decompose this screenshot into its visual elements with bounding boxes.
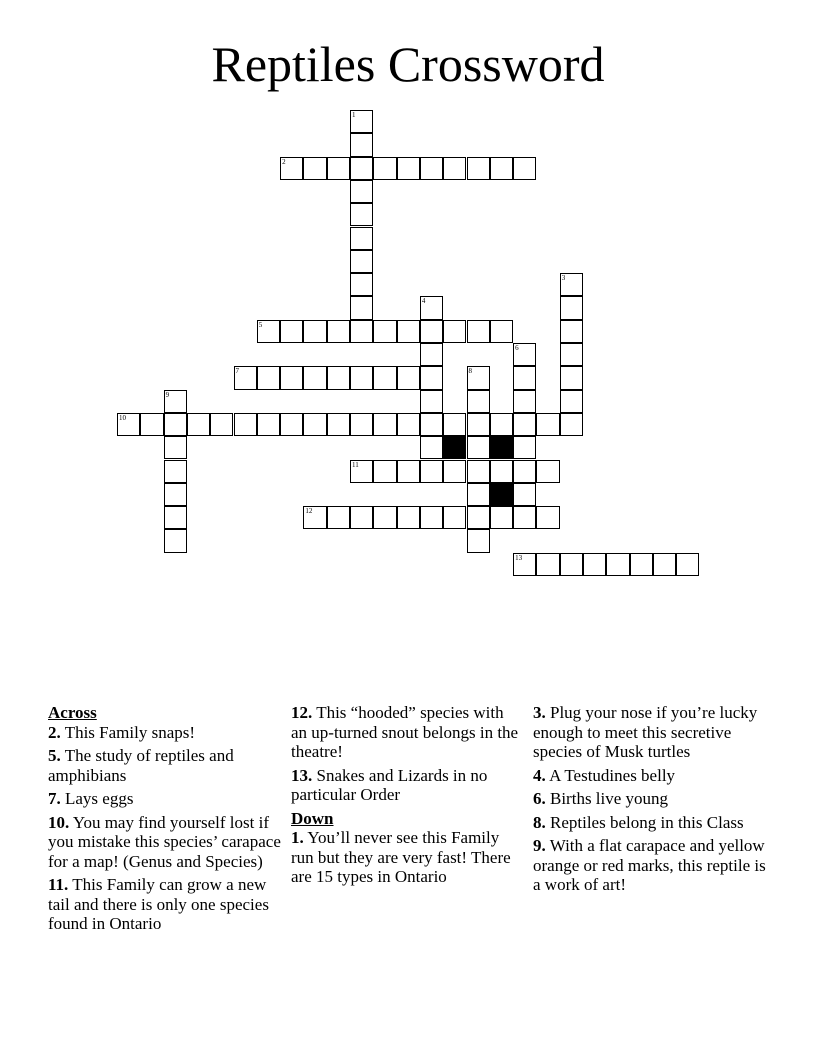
crossword-cell[interactable]	[467, 320, 490, 343]
crossword-cell[interactable]	[560, 343, 583, 366]
crossword-cell[interactable]	[513, 436, 536, 459]
clue-text: This “hooded” species with an up-turned snout belongs in the theatre!	[291, 703, 519, 761]
crossword-cell[interactable]	[350, 366, 373, 389]
clue-text: The study of reptiles and amphibians	[48, 746, 234, 785]
crossword-cell[interactable]	[467, 413, 490, 436]
crossword-cell[interactable]	[560, 390, 583, 413]
crossword-cell[interactable]	[350, 203, 373, 226]
crossword-cell[interactable]	[676, 553, 699, 576]
crossword-cell[interactable]	[303, 506, 326, 529]
clue-text: With a flat carapace and yellow orange or red marks, this reptile is a work of art!	[533, 836, 766, 894]
crossword-black-cell	[490, 483, 513, 506]
crossword-cell[interactable]	[164, 506, 187, 529]
crossword-cell[interactable]	[490, 320, 513, 343]
clue-number-label: 10	[119, 413, 126, 422]
clue-number-label: 2	[282, 157, 286, 166]
down-heading: Down	[291, 808, 334, 828]
crossword-cell[interactable]	[467, 483, 490, 506]
clue-number-label: 7	[235, 367, 239, 376]
clue-number-label: 13	[515, 553, 523, 562]
crossword-cell[interactable]	[280, 366, 303, 389]
clue-number: 2.	[48, 722, 61, 742]
crossword-cell[interactable]	[653, 553, 676, 576]
clue-number-label: 3	[561, 274, 566, 283]
crossword-cell[interactable]	[350, 296, 373, 319]
clue-down-3	[533, 703, 768, 762]
clue-number: 5.	[48, 746, 61, 765]
crossword-cell[interactable]	[420, 506, 443, 529]
clues-column-3	[533, 703, 768, 899]
crossword-cell[interactable]	[513, 483, 536, 506]
crossword-cell[interactable]	[513, 366, 536, 389]
crossword-cell[interactable]	[513, 157, 536, 180]
crossword-cell[interactable]	[164, 460, 187, 483]
crossword-cell[interactable]	[467, 390, 490, 413]
crossword-cell[interactable]	[350, 180, 373, 203]
crossword-cell[interactable]	[536, 413, 559, 436]
clue-number: 10.	[48, 812, 70, 832]
clue-text: Snakes and Lizards in no particular Order	[291, 765, 488, 804]
clue-down-1	[291, 828, 523, 887]
clue-text: You may find yourself lost if you mistake this species’ carapace for a map! (Genus and Species)	[48, 812, 281, 871]
clue-down-6	[533, 789, 768, 809]
clue-number-label: 9	[165, 390, 170, 399]
crossword-cell[interactable]	[350, 460, 373, 483]
crossword-cell[interactable]	[397, 366, 420, 389]
crossword-cell[interactable]	[234, 413, 257, 436]
clue-across-5	[48, 746, 284, 785]
clue-down-9	[533, 836, 768, 895]
crossword-cell[interactable]	[443, 320, 466, 343]
clue-across-7	[48, 789, 284, 809]
crossword-cell[interactable]	[373, 366, 396, 389]
crossword-cell[interactable]	[513, 343, 536, 366]
crossword-cell[interactable]	[536, 506, 559, 529]
crossword-cell[interactable]	[164, 529, 187, 552]
clue-text: Births live young	[550, 789, 669, 808]
clue-number: 4.	[533, 765, 546, 785]
crossword-black-cell	[443, 436, 466, 459]
crossword-cell[interactable]	[350, 413, 373, 436]
crossword-cell[interactable]	[420, 436, 443, 459]
crossword-cell[interactable]	[420, 390, 443, 413]
clue-number: 13.	[291, 765, 313, 785]
crossword-cell[interactable]	[257, 320, 280, 343]
crossword-cell[interactable]	[560, 273, 583, 296]
clue-number: 7.	[48, 789, 61, 808]
crossword-cell[interactable]	[327, 413, 350, 436]
crossword-cell[interactable]	[606, 553, 629, 576]
crossword-cell[interactable]	[280, 413, 303, 436]
clue-across-10	[48, 813, 284, 872]
crossword-cell[interactable]	[513, 390, 536, 413]
crossword-cell[interactable]	[583, 553, 606, 576]
clues-column-2	[291, 703, 523, 891]
page-title: Reptiles Crossword	[211, 36, 605, 92]
crossword-cell[interactable]	[490, 413, 513, 436]
crossword-cell[interactable]	[397, 157, 420, 180]
crossword-cell[interactable]	[140, 413, 163, 436]
crossword-cell[interactable]	[373, 157, 396, 180]
clue-text: Reptiles belong in this Class	[550, 812, 744, 832]
clue-number-label: 6	[515, 344, 519, 352]
crossword-cell[interactable]	[560, 366, 583, 389]
clues-column-1	[48, 703, 284, 938]
crossword-black-cell	[490, 436, 513, 459]
crossword-cell[interactable]	[397, 460, 420, 483]
crossword-cell[interactable]	[280, 320, 303, 343]
crossword-cell[interactable]	[350, 157, 373, 180]
clue-number: 8.	[533, 812, 546, 832]
crossword-cell[interactable]	[280, 157, 303, 180]
clue-number-label: 4	[421, 297, 426, 306]
crossword-cell[interactable]	[257, 366, 280, 389]
clue-number-label: 12	[305, 507, 313, 516]
crossword-cell[interactable]	[373, 320, 396, 343]
clue-across-2	[48, 723, 284, 743]
crossword-cell[interactable]	[164, 390, 187, 413]
clue-number: 1.	[291, 828, 304, 847]
crossword-cell[interactable]	[350, 110, 373, 133]
clue-number: 6.	[533, 789, 546, 808]
clue-text: Plug your nose if you’re lucky enough to meet this secretive species of Musk turtles	[533, 703, 758, 761]
crossword-cell[interactable]	[164, 413, 187, 436]
clue-number: 11.	[48, 875, 69, 894]
crossword-cell[interactable]	[560, 413, 583, 436]
crossword-cell[interactable]	[327, 506, 350, 529]
crossword-cell[interactable]	[420, 413, 443, 436]
crossword-cell[interactable]	[420, 320, 443, 343]
clue-across-11	[48, 875, 284, 934]
crossword-cell[interactable]	[560, 296, 583, 319]
crossword-cell[interactable]	[420, 343, 443, 366]
crossword-cell[interactable]	[350, 273, 373, 296]
clue-number-label: 5	[258, 320, 263, 329]
crossword-cell[interactable]	[513, 460, 536, 483]
clue-number: 3.	[533, 703, 546, 722]
crossword-cell[interactable]	[467, 506, 490, 529]
crossword-cell[interactable]	[373, 413, 396, 436]
clue-text: This Family snaps!	[64, 722, 196, 742]
crossword-cell[interactable]	[350, 250, 373, 273]
crossword-cell[interactable]	[513, 553, 536, 576]
clue-number-label: 1	[352, 111, 356, 119]
clue-down-8	[533, 813, 768, 833]
clue-text: You’ll never see this Family run but they are very fast! There are 15 types in Ontario	[291, 828, 511, 886]
crossword-cell[interactable]	[350, 506, 373, 529]
crossword-cell[interactable]	[443, 460, 466, 483]
crossword-cell[interactable]	[420, 460, 443, 483]
crossword-cell[interactable]	[560, 553, 583, 576]
clue-across-13	[291, 766, 523, 805]
crossword-cell[interactable]	[164, 483, 187, 506]
clue-down-4	[533, 766, 768, 786]
clue-number: 9.	[533, 836, 546, 855]
clue-text: A Testudines belly	[549, 765, 676, 785]
crossword-cell[interactable]	[373, 460, 396, 483]
crossword-cell[interactable]	[467, 366, 490, 389]
crossword-cell[interactable]	[420, 296, 443, 319]
crossword-cell[interactable]	[210, 413, 233, 436]
crossword-cell[interactable]	[350, 320, 373, 343]
clue-number: 12.	[291, 703, 313, 722]
crossword-cell[interactable]	[443, 506, 466, 529]
crossword-cell[interactable]	[397, 320, 420, 343]
crossword-cell[interactable]	[303, 413, 326, 436]
crossword-cell[interactable]	[327, 157, 350, 180]
crossword-cell[interactable]	[350, 133, 373, 156]
crossword-cell[interactable]	[630, 553, 653, 576]
crossword-cell[interactable]	[536, 460, 559, 483]
crossword-cell[interactable]	[327, 366, 350, 389]
crossword-cell[interactable]	[303, 320, 326, 343]
crossword-cell[interactable]	[303, 366, 326, 389]
crossword-cell[interactable]	[350, 227, 373, 250]
clue-number-label: 8	[468, 367, 472, 376]
crossword-cell[interactable]	[467, 529, 490, 552]
crossword-cell[interactable]	[467, 460, 490, 483]
crossword-cell[interactable]	[303, 157, 326, 180]
crossword-cell[interactable]	[420, 366, 443, 389]
crossword-cell[interactable]	[117, 413, 140, 436]
crossword-cell[interactable]	[164, 436, 187, 459]
crossword-cell[interactable]	[443, 413, 466, 436]
crossword-cell[interactable]	[490, 157, 513, 180]
crossword-cell[interactable]	[187, 413, 210, 436]
crossword-cell[interactable]	[490, 506, 513, 529]
crossword-cell[interactable]	[513, 413, 536, 436]
crossword-cell[interactable]	[536, 553, 559, 576]
crossword-cell[interactable]	[420, 157, 443, 180]
crossword-cell[interactable]	[490, 460, 513, 483]
crossword-cell[interactable]	[467, 157, 490, 180]
crossword-cell[interactable]	[257, 413, 280, 436]
crossword-cell[interactable]	[397, 506, 420, 529]
crossword-cell[interactable]	[467, 436, 490, 459]
crossword-cell[interactable]	[327, 320, 350, 343]
crossword-cell[interactable]	[373, 506, 396, 529]
clue-across-12	[291, 703, 523, 762]
clues-section	[0, 703, 816, 1003]
clue-text: This Family can grow a new tail and there is only one species found in Ontario	[48, 875, 269, 933]
clue-number-label: 11	[352, 460, 359, 469]
across-heading: Across	[48, 703, 97, 722]
clue-text: Lays eggs	[65, 789, 134, 808]
crossword-cell[interactable]	[234, 366, 257, 389]
crossword-cell[interactable]	[443, 157, 466, 180]
crossword-cell[interactable]	[397, 413, 420, 436]
crossword-cell[interactable]	[513, 506, 536, 529]
crossword-cell[interactable]	[560, 320, 583, 343]
